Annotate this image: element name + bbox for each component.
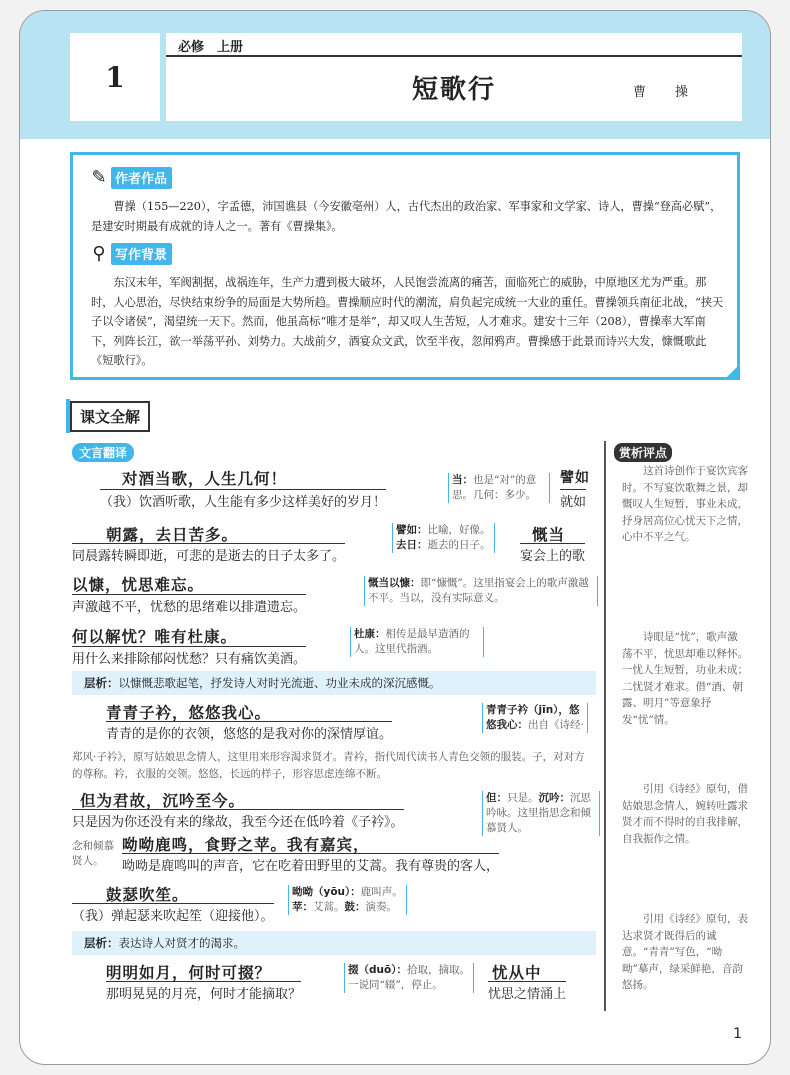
- magnifier-icon: ⚲: [92, 243, 106, 264]
- annotation: 呦呦（yōu）：鹿叫声。 苹：艾蒿。鼓：演奏。: [288, 885, 407, 915]
- background-tag: ⚲ 写作背景: [87, 243, 172, 265]
- lesson-number: 1: [70, 33, 160, 121]
- volume-label: 必修 上册: [166, 33, 742, 57]
- translation-line: 声激越不平，忧愁的思绪难以排遣遗忘。: [72, 594, 306, 615]
- page-title: 短歌行: [411, 75, 496, 105]
- author-tag: ✎ 作者作品: [87, 167, 172, 189]
- poem-line: 譬如: [560, 470, 590, 486]
- poem-line: 对酒当歌，人生几何！: [122, 470, 288, 488]
- page: [19, 10, 771, 1065]
- poem-line: 但为君故，沉吟至今。: [80, 792, 246, 810]
- translation-line: （我）弹起瑟来吹起笙（迎接他）。: [72, 903, 274, 924]
- poem-line: 忧从中: [492, 964, 542, 982]
- sidebar-note: 诗眼是“忧”，歌声激荡不平，忧思却难以释怀。一忧人生短暂，功业未成；二忧贤才难求。借“酒、朝露、明月”等意象抒发“忧”情。: [622, 631, 748, 726]
- annotation: 但：只是。沉吟：沉思吟咏。这里指思念和倾慕贤人。: [482, 791, 600, 836]
- section-title: 课文全解: [70, 401, 150, 432]
- layer-analysis: 层析：以慷慨悲歌起笔，抒发诗人对时光流逝、功业未成的深沉感慨。: [72, 671, 596, 695]
- poem-line: 明明如月，何时可掇？: [106, 964, 272, 982]
- header-band: [20, 11, 771, 139]
- layer-analysis: 层析：表达诗人对贤才的渴求。: [72, 931, 596, 955]
- sidebar-note: 引用《诗经》原句，借姑娘思念情人，婉转吐露求贤才而不得时的自我排解，自我振作之情。: [622, 783, 748, 845]
- sidebar-title: 赏析评点: [614, 443, 672, 462]
- annotation: 杜康：相传是最早造酒的人。这里代指酒。: [350, 627, 484, 657]
- translation-line: 同晨露转瞬即逝，可悲的是逝去的日子太多了。: [72, 543, 345, 564]
- poem-line: 青青子衿，悠悠我心。: [106, 704, 272, 722]
- annotation: 掇（duō）：拾取，摘取。 一说同“辍”，停止。: [344, 963, 474, 993]
- annotation: 譬如：比喻，好像。 去日：逝去的日子。: [392, 523, 495, 553]
- page-number: 1: [733, 1026, 742, 1042]
- annotation-continued: 念和倾慕贤人。: [72, 840, 114, 867]
- sidebar-divider: [604, 441, 606, 1011]
- poem-author: 曹 操: [632, 85, 696, 100]
- background-text: 东汉末年，军阀割据，战祸连年，生产力遭到极大破坏，人民饱尝流离的痛苦，面临死亡的威胁，中原地区尤为严重。那时，人心思治，尽快结束纷争的局面是大势所趋。曹操顺应时代的潮流，肩负起完成统一大业的重任。曹操领兵南征北战，“挟天子以令诸侯”，渴望统一天下。然而，他虽高标“唯才是举”，却又叹人生苦短，人才难求。建安十三年（208），曹操率大军南下，列阵长江，欲一举荡平孙、刘势力。大战前夕，酒宴众文武，饮至半夜，忽闻鸦声。曹操感于此景而诗兴大发，慷慨歌此《短歌行》。: [91, 276, 724, 367]
- annotation: 青青子衿（jīn），悠 悠我心：出自《诗经·: [482, 703, 588, 733]
- translation-line: 就如: [560, 489, 586, 510]
- annotation: 当：也是“对”的意思。几何：多少。: [448, 473, 550, 503]
- translation-line: （我）饮酒听歌，人生能有多少这样美好的岁月！: [100, 489, 386, 510]
- subsection-title: 文言翻译: [72, 443, 134, 462]
- poem-line: 慨当: [532, 526, 566, 544]
- annotation-continued: 郑风·子衿》，原写姑娘思念情人，这里用来形容渴求贤才。青衿，指代周代读书人青色交领的服装。子，对对方的尊称。衿，衣服的交领。悠悠，长远的样子，形容思虑连绵不断。: [72, 751, 585, 780]
- pen-icon: ✎: [91, 167, 107, 188]
- translation-line: 用什么来排除郁闷忧愁？只有痛饮美酒。: [72, 646, 306, 667]
- translation-line: 只是因为你还没有来的缘故，我至今还在低吟着《子衿》。: [72, 809, 404, 830]
- translation-line: 呦呦是鹿鸣叫的声音，它在吃着田野里的艾蒿。我有尊贵的客人，: [122, 853, 499, 874]
- poem-line: 鼓瑟吹笙。: [106, 886, 189, 904]
- translation-line: 那明晃晃的月亮，何时才能摘取？: [106, 981, 301, 1002]
- poem-line: 何以解忧？唯有杜康。: [72, 628, 238, 646]
- sidebar-note: 引用《诗经》原句，表达求贤才既得后的诚意。“青青”写色，“呦呦”摹声，绿采鲜艳，音韵悠扬。: [622, 913, 748, 991]
- annotation: 慨当以慷：即“慷慨”。这里指宴会上的歌声激越不平。当以，没有实际意义。: [364, 576, 598, 606]
- author-text: 曹操（155—220），字孟德，沛国谯县（今安徽亳州）人，古代杰出的政治家、军事家和文学家、诗人，曹操“登高必赋”，是建安时期最有成就的诗人之一。著有《曹操集》。: [91, 200, 722, 233]
- title-box: [166, 33, 742, 121]
- translation-line: 宴会上的歌: [520, 543, 585, 564]
- author-background-box: [70, 152, 740, 380]
- translation-line: 忧思之情涌上: [488, 981, 566, 1002]
- translation-line: 青青的是你的衣领，悠悠的是我对你的深情厚谊。: [106, 721, 392, 742]
- poem-line: 呦呦鹿鸣，食野之苹。我有嘉宾，: [122, 836, 370, 854]
- poem-line: 以慷，忧思难忘。: [72, 576, 205, 594]
- sidebar-note: 这首诗创作于宴饮宾客时。不写宴饮歌舞之景，却慨叹人生短暂，事业未成，抒身居高位心忧天下之情，心中不平之气。: [622, 465, 748, 543]
- poem-line: 朝露，去日苦多。: [106, 526, 239, 544]
